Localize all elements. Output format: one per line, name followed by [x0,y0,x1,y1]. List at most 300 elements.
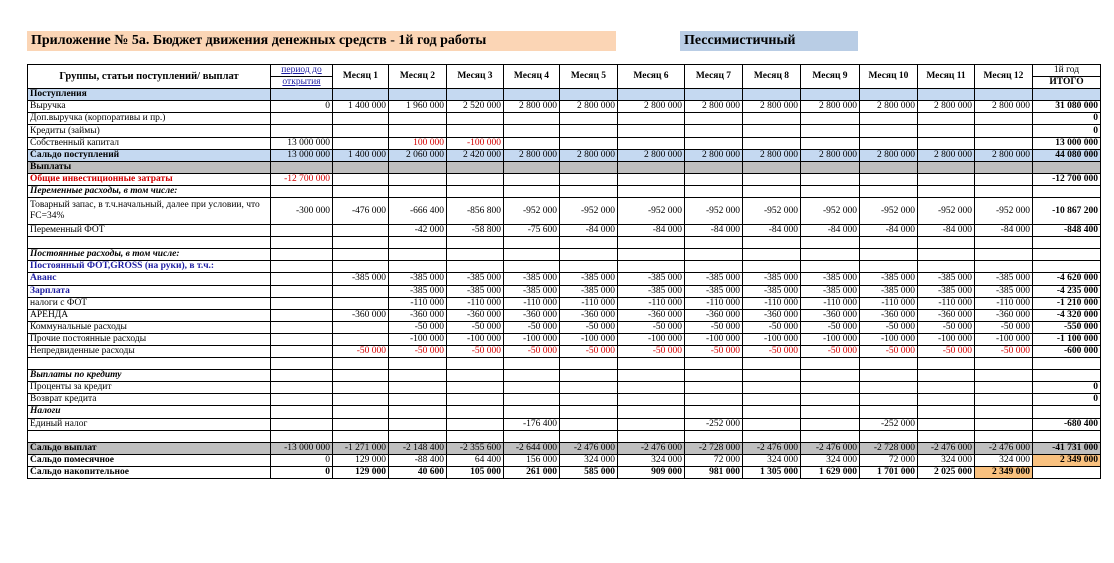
cell-month-11: -50 000 [918,345,975,357]
cell-total: 2 349 000 [1033,454,1101,466]
cell-month-6 [618,261,685,273]
cell-month-11 [918,406,975,418]
cell-month-11: -84 000 [918,225,975,237]
cell-month-1: -385 000 [333,273,389,285]
row-label: Прочие постоянные расходы [28,333,271,345]
cell-month-11 [918,237,975,249]
table-row [28,345,1101,357]
cell-month-5 [560,125,618,137]
cell-month-4: -50 000 [504,345,560,357]
row-label [28,358,271,370]
cell-month-4 [504,89,560,101]
cell-month-6 [618,358,685,370]
cell-month-4 [504,358,560,370]
cell-month-4 [504,237,560,249]
cell-month-8 [743,89,801,101]
cell-month-6: 2 800 000 [618,101,685,113]
row-label [28,237,271,249]
cell-month-7 [685,394,743,406]
cell-month-6: -385 000 [618,273,685,285]
table-row [28,321,1101,333]
cell-month-8 [743,358,801,370]
cell-total: -4 620 000 [1033,273,1101,285]
cell-month-9 [801,89,860,101]
cell-month-11 [918,137,975,149]
cell-month-12 [975,185,1033,197]
cell-month-7 [685,137,743,149]
cell-month-8 [743,406,801,418]
cell-period [271,309,333,321]
cell-month-4: -952 000 [504,198,560,225]
cell-month-3 [447,89,504,101]
cell-month-5 [560,370,618,382]
row-label: АРЕНДА [28,309,271,321]
cell-total [1033,161,1101,173]
cell-period [271,261,333,273]
table-row [28,454,1101,466]
table-row [28,466,1101,478]
cell-period [271,394,333,406]
cell-month-4 [504,137,560,149]
cell-month-12 [975,237,1033,249]
cell-month-3: -360 000 [447,309,504,321]
col-header-year-line1: 1й год [1033,65,1101,77]
cell-month-6 [618,394,685,406]
cell-month-9 [801,125,860,137]
cell-month-9 [801,406,860,418]
cell-month-8 [743,418,801,430]
cell-month-5: 324 000 [560,454,618,466]
cell-period [271,285,333,297]
cell-month-11 [918,249,975,261]
row-label: Коммунальные расходы [28,321,271,333]
cell-month-8 [743,394,801,406]
cell-month-3: -50 000 [447,321,504,333]
cell-period: -13 000 000 [271,442,333,454]
cell-month-2 [389,370,447,382]
cell-month-1 [333,406,389,418]
cell-period [271,89,333,101]
cell-month-6: -360 000 [618,309,685,321]
cell-month-1: -360 000 [333,309,389,321]
cell-month-3: -2 355 600 [447,442,504,454]
cell-month-9 [801,249,860,261]
cell-month-1: 129 000 [333,454,389,466]
cell-month-9 [801,161,860,173]
cell-month-11: -385 000 [918,273,975,285]
row-label: Сальдо выплат [28,442,271,454]
cell-total: -1 100 000 [1033,333,1101,345]
cell-month-1: 1 400 000 [333,149,389,161]
cell-month-9 [801,173,860,185]
row-label: Единый налог [28,418,271,430]
cell-month-7: -50 000 [685,321,743,333]
cell-period: 0 [271,454,333,466]
cell-month-5: -952 000 [560,198,618,225]
cell-month-3 [447,382,504,394]
cell-total: 13 000 000 [1033,137,1101,149]
cell-month-8 [743,113,801,125]
cell-total: -4 235 000 [1033,285,1101,297]
cell-month-5: -385 000 [560,285,618,297]
cell-month-5: -360 000 [560,309,618,321]
cell-month-3: -856 800 [447,198,504,225]
cell-month-8: -100 000 [743,333,801,345]
row-label: Выручка [28,101,271,113]
cell-month-9 [801,237,860,249]
cell-month-10 [860,430,918,442]
cell-month-2: 40 600 [389,466,447,478]
cell-month-11: -952 000 [918,198,975,225]
cell-month-12: -385 000 [975,273,1033,285]
cell-month-4: -50 000 [504,321,560,333]
cell-month-4 [504,161,560,173]
row-label: Товарный запас, в т.ч.начальный, далее при условии, что FC=34% [28,198,271,225]
cell-month-2: -100 000 [389,333,447,345]
row-label: Проценты за кредит [28,382,271,394]
cell-month-2 [389,418,447,430]
cell-month-9: -385 000 [801,273,860,285]
cell-month-8 [743,185,801,197]
col-header-period-line2: открытия [271,77,333,89]
cell-month-6 [618,370,685,382]
cell-month-1 [333,161,389,173]
row-label: Сальдо поступлений [28,149,271,161]
cell-period: 13 000 000 [271,137,333,149]
cell-month-10 [860,173,918,185]
cell-month-12 [975,125,1033,137]
cell-month-9: 324 000 [801,454,860,466]
cell-month-11: -100 000 [918,333,975,345]
cell-month-7 [685,382,743,394]
cell-month-6 [618,185,685,197]
cell-month-3 [447,161,504,173]
cell-month-9: -50 000 [801,321,860,333]
cell-month-7: -385 000 [685,273,743,285]
cell-total: -12 700 000 [1033,173,1101,185]
cell-period: 13 000 000 [271,149,333,161]
cell-month-11 [918,382,975,394]
cell-month-1 [333,137,389,149]
cell-month-4 [504,249,560,261]
cell-month-1 [333,173,389,185]
table-row [28,249,1101,261]
cell-month-9 [801,137,860,149]
cell-month-10: 1 701 000 [860,466,918,478]
cell-month-10: -385 000 [860,273,918,285]
cell-month-3: -50 000 [447,345,504,357]
cell-month-5 [560,418,618,430]
cell-month-10 [860,358,918,370]
cell-month-5 [560,161,618,173]
cell-period [271,113,333,125]
cell-month-3 [447,406,504,418]
cell-month-9: -2 476 000 [801,442,860,454]
cell-month-8 [743,430,801,442]
cell-month-12: -50 000 [975,321,1033,333]
cell-month-2: 100 000 [389,137,447,149]
cell-month-9: -360 000 [801,309,860,321]
cell-month-10: -50 000 [860,345,918,357]
cell-month-6 [618,125,685,137]
cell-month-7 [685,185,743,197]
cell-total [1033,370,1101,382]
cell-month-3 [447,249,504,261]
cell-month-5: 2 800 000 [560,149,618,161]
cell-month-1: -476 000 [333,198,389,225]
cell-total [1033,261,1101,273]
cell-period [271,225,333,237]
cell-month-7: -385 000 [685,285,743,297]
cell-month-9: -385 000 [801,285,860,297]
cell-month-8: -50 000 [743,321,801,333]
cell-month-4 [504,394,560,406]
table-row [28,113,1101,125]
cell-month-11 [918,89,975,101]
cell-month-2: -360 000 [389,309,447,321]
cell-month-2: -385 000 [389,273,447,285]
row-label: Сальдо помесячное [28,454,271,466]
cell-month-7: -252 000 [685,418,743,430]
cell-month-9 [801,394,860,406]
table-row [28,89,1101,101]
cell-total: -10 867 200 [1033,198,1101,225]
cell-month-11 [918,261,975,273]
cell-month-7 [685,430,743,442]
cell-month-11 [918,370,975,382]
cell-month-1 [333,261,389,273]
table-row [28,333,1101,345]
cell-month-1 [333,113,389,125]
cell-month-7: -84 000 [685,225,743,237]
cell-month-4: 2 800 000 [504,149,560,161]
cell-month-2 [389,406,447,418]
table-row [28,137,1101,149]
cell-month-8: 2 800 000 [743,149,801,161]
cell-month-1 [333,125,389,137]
cell-month-5 [560,358,618,370]
table-row [28,285,1101,297]
cell-month-2 [389,382,447,394]
cell-period: 0 [271,466,333,478]
cell-period [271,237,333,249]
cell-month-7: -952 000 [685,198,743,225]
table-row [28,125,1101,137]
cell-month-12 [975,430,1033,442]
cell-total [1033,430,1101,442]
cell-month-4: -75 600 [504,225,560,237]
cell-month-5 [560,249,618,261]
cell-month-12: -360 000 [975,309,1033,321]
table-row [28,394,1101,406]
cell-month-12 [975,173,1033,185]
cell-month-1: 1 400 000 [333,101,389,113]
cell-period [271,358,333,370]
cell-month-5: -110 000 [560,297,618,309]
cell-month-7 [685,358,743,370]
table-row [28,406,1101,418]
cell-month-5 [560,261,618,273]
cell-month-11 [918,358,975,370]
cell-month-8 [743,382,801,394]
cell-month-12: 2 800 000 [975,149,1033,161]
cell-month-3: 64 400 [447,454,504,466]
cell-month-4 [504,261,560,273]
cell-month-2: 2 060 000 [389,149,447,161]
cell-month-10: -952 000 [860,198,918,225]
cell-month-7: -110 000 [685,297,743,309]
cell-month-12: -952 000 [975,198,1033,225]
cell-month-11: 2 025 000 [918,466,975,478]
cell-month-1 [333,185,389,197]
table-row [28,418,1101,430]
cell-month-2 [389,237,447,249]
cell-month-11: -110 000 [918,297,975,309]
col-header-month-12: Месяц 12 [975,65,1033,89]
cell-month-2: 1 960 000 [389,101,447,113]
cell-total [1033,249,1101,261]
cell-month-8 [743,370,801,382]
row-label: Доп.выручка (корпоративы и пр.) [28,113,271,125]
cell-total: 0 [1033,113,1101,125]
cell-total: 0 [1033,125,1101,137]
cell-month-7 [685,237,743,249]
cell-month-7: -360 000 [685,309,743,321]
cell-month-1 [333,382,389,394]
cell-month-10: -50 000 [860,321,918,333]
cell-month-8: -84 000 [743,225,801,237]
cell-month-8: -2 476 000 [743,442,801,454]
cell-month-7: 2 800 000 [685,149,743,161]
cell-month-1 [333,225,389,237]
cell-month-11: 2 800 000 [918,101,975,113]
cell-month-9: -84 000 [801,225,860,237]
cell-month-12 [975,89,1033,101]
cell-month-2 [389,185,447,197]
row-label: Выплаты [28,161,271,173]
cell-month-12: -100 000 [975,333,1033,345]
cell-month-2 [389,394,447,406]
cell-month-4: 2 800 000 [504,101,560,113]
header-row-1 [28,65,1101,77]
row-label: Постоянные расходы, в том числе: [28,249,271,261]
cell-month-1 [333,89,389,101]
cell-month-9 [801,418,860,430]
cell-month-1 [333,418,389,430]
row-label: Собственный капитал [28,137,271,149]
cell-total: 0 [1033,394,1101,406]
cell-month-2 [389,89,447,101]
col-header-month-6: Месяц 6 [618,65,685,89]
cell-month-4 [504,185,560,197]
cell-month-10 [860,370,918,382]
cell-month-8: 1 305 000 [743,466,801,478]
cell-period [271,185,333,197]
table-row [28,370,1101,382]
cell-month-7: -2 728 000 [685,442,743,454]
cell-total: -600 000 [1033,345,1101,357]
col-header-period-line1: период до [271,65,333,77]
cell-month-12: 2 800 000 [975,101,1033,113]
cell-month-2: -50 000 [389,345,447,357]
col-header-month-9: Месяц 9 [801,65,860,89]
cell-month-7: -50 000 [685,345,743,357]
cell-month-10 [860,382,918,394]
cell-month-10: 2 800 000 [860,101,918,113]
cell-month-7 [685,249,743,261]
table-row [28,430,1101,442]
cell-month-6: 909 000 [618,466,685,478]
col-header-month-3: Месяц 3 [447,65,504,89]
cell-month-6: -2 476 000 [618,442,685,454]
cell-month-1: -1 271 000 [333,442,389,454]
cell-month-6 [618,430,685,442]
cell-month-12 [975,261,1033,273]
cell-month-6 [618,418,685,430]
cell-month-4 [504,370,560,382]
row-label: Поступления [28,89,271,101]
cell-month-8: -50 000 [743,345,801,357]
cell-total: -4 320 000 [1033,309,1101,321]
cell-month-6 [618,137,685,149]
cell-month-11: -2 476 000 [918,442,975,454]
cell-month-10 [860,185,918,197]
cell-month-4: -385 000 [504,285,560,297]
row-label: Переменный ФОТ [28,225,271,237]
cell-month-11 [918,125,975,137]
cell-month-8 [743,125,801,137]
cell-period [271,430,333,442]
table-row [28,261,1101,273]
cell-month-6 [618,406,685,418]
cell-month-3 [447,430,504,442]
cell-month-10 [860,261,918,273]
cell-period [271,333,333,345]
cell-month-2 [389,113,447,125]
cell-month-4 [504,382,560,394]
cell-period [271,125,333,137]
cell-month-7 [685,261,743,273]
cell-month-12: -50 000 [975,345,1033,357]
cell-month-9 [801,358,860,370]
col-header-group: Группы, статьи поступлений/ выплат [28,65,271,89]
cell-month-3 [447,358,504,370]
cell-month-7 [685,370,743,382]
cell-period [271,345,333,357]
cell-month-6 [618,249,685,261]
cell-month-6 [618,237,685,249]
cell-month-4: -385 000 [504,273,560,285]
cell-period [271,406,333,418]
cell-month-5 [560,237,618,249]
cell-month-4 [504,173,560,185]
cell-total: 31 080 000 [1033,101,1101,113]
cell-month-11 [918,113,975,125]
cell-total [1033,466,1101,478]
cell-month-11 [918,418,975,430]
cell-month-5 [560,89,618,101]
cell-month-4: -100 000 [504,333,560,345]
row-label: Зарплата [28,285,271,297]
cell-total: 0 [1033,382,1101,394]
cell-month-9: -50 000 [801,345,860,357]
table-row [28,173,1101,185]
cell-month-6: -50 000 [618,345,685,357]
cell-month-10 [860,125,918,137]
cell-month-3: -58 800 [447,225,504,237]
cell-month-8: -385 000 [743,273,801,285]
cell-period [271,321,333,333]
